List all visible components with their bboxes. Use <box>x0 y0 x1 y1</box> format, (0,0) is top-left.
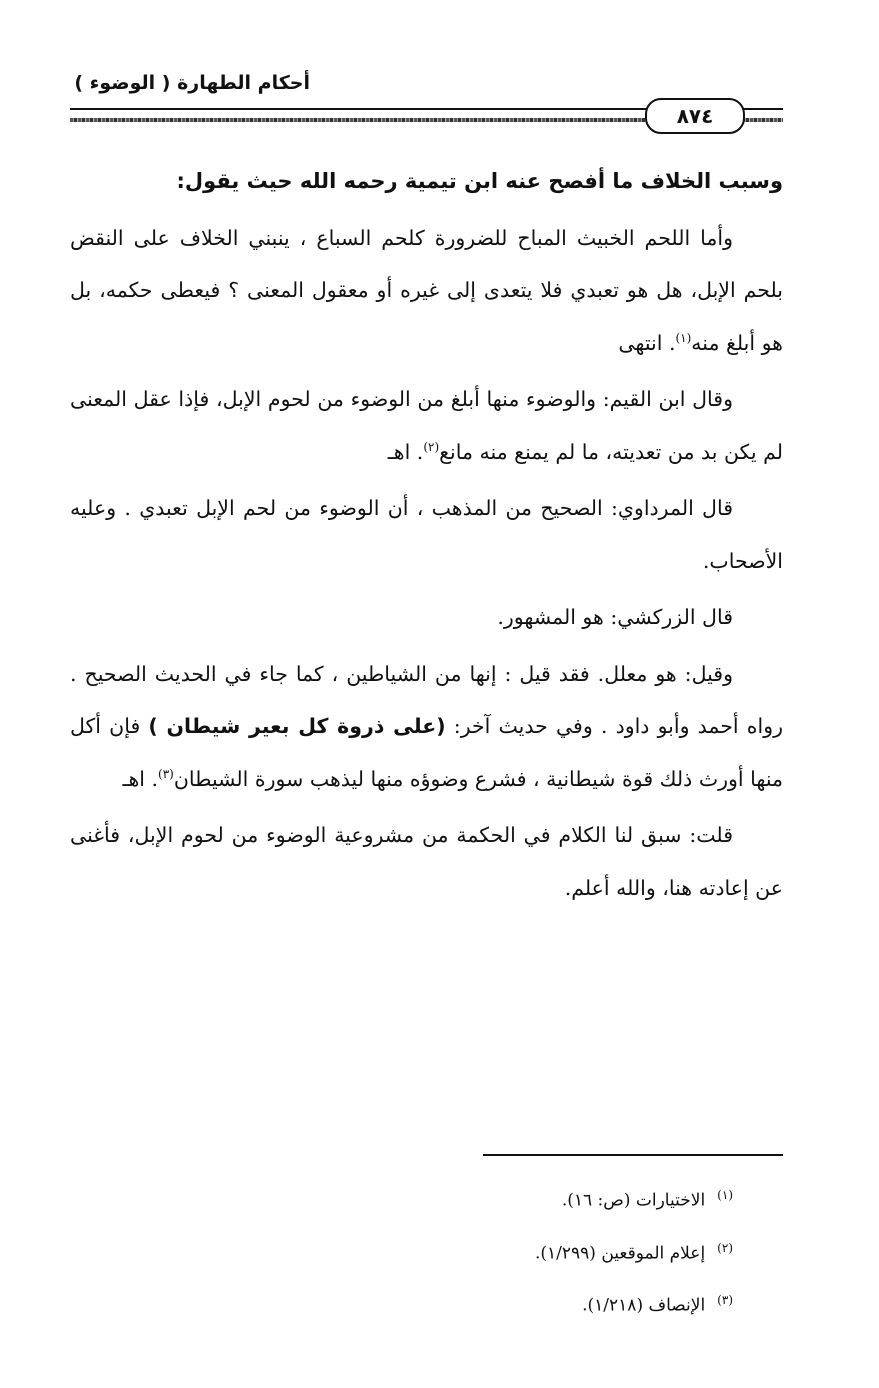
paragraph-end: . اهـ <box>122 766 159 791</box>
page-number: ٨٧٤ <box>645 98 745 134</box>
hadith-quote: (على ذروة كل بعير شيطان ) <box>148 714 446 738</box>
footnote-item <box>360 1172 733 1225</box>
paragraph-end: . انتهى <box>618 330 676 355</box>
footnote-separator <box>483 1154 783 1156</box>
paragraph-conclusion: قلت: سبق لنا الكلام في الحكمة من مشروعية الوضوء من لحوم الإبل، فأغنى عن إعادته هنا، والله أعلم. <box>70 823 783 900</box>
running-title: أحكام الطهارة ( الوضوء ) <box>74 72 310 94</box>
paragraph-zarkashi: قال الزركشي: هو المشهور. <box>497 605 733 629</box>
footnote-text: الاختيارات (ص: ١٦). <box>561 1190 706 1211</box>
footnote-item <box>360 1225 733 1278</box>
footnote-number: (١) <box>717 1188 733 1202</box>
paragraph-text: وأما اللحم الخبيث المباح للضرورة كلحم السباع ، ينبني الخلاف على النقض بلحم الإبل، هل هو تعبدي فلا يتعدى إلى غيره أو معقول المعنى ؟ فيعطى حكمه، بل هو أبلغ منه <box>70 225 783 355</box>
paragraph-mardawi: قال المرداوي: الصحيح من المذهب ، أن الوضوء من لحم الإبل تعبدي . وعليه الأصحاب. <box>70 496 783 573</box>
footnote-ref[interactable]: (٢) <box>423 439 440 454</box>
footnote-text: الإنصاف (١/٢١٨). <box>582 1295 706 1316</box>
footnote-number: (٢) <box>717 1240 733 1255</box>
footnotes <box>360 1172 733 1330</box>
section-heading: وسبب الخلاف ما أفصح عنه ابن تيمية رحمه الله حيث يقول: <box>176 169 783 193</box>
paragraph-reasoning <box>70 648 783 806</box>
paragraph-text: وقال ابن القيم: والوضوء منها أبلغ من الوضوء من لحوم الإبل، فإذا عقل المعنى لم يكن بد من تعديته، ما لم يمنع منه مانع <box>70 387 783 464</box>
footnote-number: (٣) <box>717 1293 733 1308</box>
paragraph-ibn-taymiyya <box>70 212 783 370</box>
main-text <box>70 155 783 918</box>
paragraph-text: وقيل: هو معلل. فقد قيل : إنها من الشياطين ، كما جاء في الحديث الصحيح . رواه أحمد وأبو داود . وفي حديث آخر: <box>70 661 783 738</box>
paragraph-end: . اهـ <box>387 439 424 464</box>
footnote-ref[interactable]: (٣) <box>158 766 174 781</box>
footnote-item <box>360 1277 733 1330</box>
footnote-text: إعلام الموقعين (١/٢٩٩). <box>534 1243 706 1264</box>
paragraph-ibn-al-qayyim <box>70 373 783 478</box>
paragraph-text-continued: فإن أكل منها أورث ذلك قوة شيطانية ، فشرع وضوؤه منها ليذهب سورة الشيطان <box>70 714 783 791</box>
footnote-ref[interactable]: (١) <box>675 330 692 345</box>
